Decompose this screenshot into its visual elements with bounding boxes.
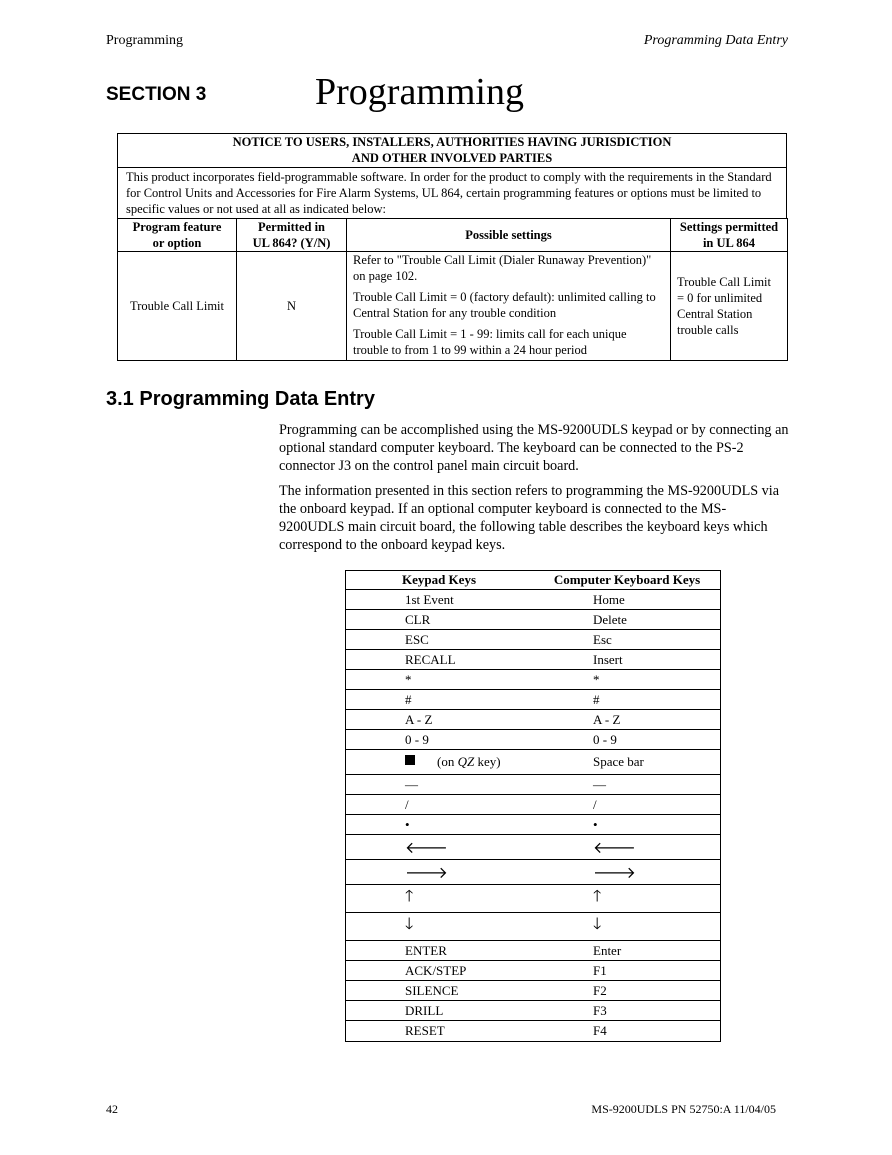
keyboard-key-label: * [593,671,600,687]
qz-key-name: QZ [457,754,475,769]
keypad-key-cell [345,690,533,710]
ul-setting-cell: Trouble Call Limit = 0 for unlimited Central Station trouble calls [671,252,788,361]
keyboard-key-label: Delete [593,611,627,627]
keyboard-key-label: F2 [593,982,607,998]
keyboard-key-cell [533,775,721,795]
setting-text: Trouble Call Limit = 1 - 99: limits call for each unique trouble to from 1 to 99 within a 24 hour period [353,327,627,357]
keypad-key-cell [345,913,533,941]
keyboard-key-cell [533,795,721,815]
keyboard-key-label: F3 [593,1002,607,1018]
col-header-permitted: Permitted in UL 864? (Y/N) [237,219,347,252]
notice-header-block [117,133,787,218]
key-mapping-row [345,730,721,750]
arrow-key-icon: 🡑 [593,886,602,905]
keyboard-key-cell [533,1021,721,1041]
keypad-key-label: SILENCE [405,982,459,998]
keypad-key-label: RECALL [405,651,456,667]
keypad-key-cell [345,775,533,795]
keyboard-key-label: F4 [593,1022,607,1038]
keyboard-key-label: — [593,776,606,792]
arrow-key-icon: 🡐 [405,838,448,857]
running-header-left: Programming [106,33,183,48]
keyboard-key-cell [533,1001,721,1021]
keypad-key-label: # [405,691,412,707]
notice-body: This product incorporates field-programmable software. In order for the product to comply with the requirements in the Standard for Control Units and Accessories for Fire Alarm Systems, UL 864, certain programming features or options must be limited to specific values or not used at all as indicated below: [126,170,772,216]
keypad-key-cell [345,860,533,885]
key-mapping-row [345,860,721,885]
keypad-key-cell [345,795,533,815]
ul-table-header-row [118,219,788,252]
keyboard-key-cell [533,961,721,981]
running-header-right: Programming Data Entry [643,33,788,48]
setting-text: Refer to "Trouble Call Limit (Dialer Runaway Prevention)" on page 102. [353,253,652,283]
keyboard-key-cell [533,670,721,690]
keypad-key-label: / [405,796,409,812]
key-mapping-row [345,961,721,981]
keypad-key-label: RESET [405,1022,445,1038]
col-header-keyboard: Computer Keyboard Keys [533,571,721,590]
keypad-key-label: 1st Event [405,591,454,607]
key-mapping-row [345,710,721,730]
keys-header-row [345,571,721,590]
key-mapping-row [345,885,721,913]
keypad-key-label: — [405,776,418,792]
keypad-key-cell [345,710,533,730]
keyboard-key-label: Enter [593,942,622,958]
keyboard-key-cell [533,630,721,650]
col-header-keypad: Keypad Keys [345,571,533,590]
keypad-key-label: DRILL [405,1002,444,1018]
keyboard-key-label: / [593,796,597,812]
arrow-key-icon: 🡑 [405,886,414,905]
keyboard-key-cell [533,913,721,941]
keypad-key-cell [345,750,533,775]
arrow-key-icon: 🡒 [405,863,448,882]
keypad-key-cell [345,650,533,670]
keyboard-key-cell [533,981,721,1001]
key-mapping-row [345,913,721,941]
keypad-key-cell [345,885,533,913]
key-mapping-row [345,590,721,610]
ul-settings-table [117,218,788,361]
body-paragraph: Programming can be accomplished using the MS-9200UDLS keypad or by connecting an optional standard computer keyboard. The keyboard can be connected to the PS-2 connector J3 on the control panel main circuit board. [279,422,789,474]
keyboard-key-cell [533,610,721,630]
keypad-key-cell [345,630,533,650]
keyboard-key-cell [533,750,721,775]
keypad-key-cell [345,730,533,750]
keypad-key-label: CLR [405,611,431,627]
keypad-key-cell [345,590,533,610]
keyboard-key-cell [533,885,721,913]
notice-title-line-2: AND OTHER INVOLVED PARTIES [351,151,553,165]
page-number: 42 [106,1102,118,1116]
keypad-key-label: • [405,816,410,832]
settings-cell [347,252,671,361]
keypad-key-label: (on QZ key) [437,754,501,769]
key-mapping-row [345,750,721,775]
keyboard-key-cell [533,860,721,885]
keypad-key-cell [345,981,533,1001]
keyboard-key-label: # [593,691,600,707]
arrow-key-icon: 🡓 [405,914,414,933]
section-title: Programming [315,71,524,113]
col-header-feature: Program feature or option [118,219,237,252]
col-header-ul: Settings permitted in UL 864 [671,219,788,252]
keypad-key-cell [345,941,533,961]
ul-notice-box [117,133,787,361]
keyboard-key-label: • [593,816,598,832]
key-mapping-row [345,690,721,710]
keypad-keyboard-table [345,570,721,1040]
keyboard-key-label: 0 - 9 [593,731,617,747]
keypad-key-cell [345,815,533,835]
key-mapping-row [345,835,721,860]
keypad-key-cell [345,670,533,690]
key-mapping-row [345,1001,721,1021]
body-paragraph: The information presented in this section refers to programming the MS-9200UDLS via the onboard keypad. If an optional computer keyboard is connected to the MS-9200UDLS main circuit board, the following table describes the keyboard keys which correspond to the onboard keypad keys. [279,483,780,553]
notice-title-line-1: NOTICE TO USERS, INSTALLERS, AUTHORITIES HAVING JURISDICTION [232,135,672,149]
key-mapping-row [345,775,721,795]
key-mapping-row [345,941,721,961]
keyboard-key-cell [533,941,721,961]
feature-cell: Trouble Call Limit [118,252,237,361]
subsection-heading: 3.1 Programming Data Entry [106,388,375,410]
keyboard-key-cell [533,835,721,860]
key-mapping-row [345,1021,721,1041]
document-reference: MS-9200UDLS PN 52750:A 11/04/05 [591,1102,776,1116]
keyboard-key-label: Home [593,591,625,607]
keyboard-key-label: Space bar [593,754,644,769]
key-mapping-row [345,630,721,650]
keypad-key-label: A - Z [405,711,433,727]
keypad-key-cell [345,835,533,860]
section-label: SECTION 3 [106,84,207,105]
keyboard-key-cell [533,815,721,835]
space-key-square-icon [405,755,415,765]
keyboard-key-label: Esc [593,631,612,647]
keyboard-key-label: Insert [593,651,623,667]
keypad-key-label: 0 - 9 [405,731,429,747]
keyboard-key-label: A - Z [593,711,621,727]
key-mapping-row [345,981,721,1001]
keyboard-key-cell [533,590,721,610]
keypad-key-cell [345,1001,533,1021]
key-mapping-row [345,610,721,630]
keypad-key-label: ACK/STEP [405,962,467,978]
keyboard-key-cell [533,710,721,730]
arrow-key-icon: 🡓 [593,914,602,933]
ul-table-row [118,252,788,361]
keypad-key-label: * [405,671,412,687]
keypad-key-cell [345,961,533,981]
keypad-key-cell [345,1021,533,1041]
keyboard-key-label: F1 [593,962,607,978]
key-mapping-row [345,670,721,690]
keyboard-key-cell [533,690,721,710]
keypad-key-label: ENTER [405,942,447,958]
keypad-key-cell [345,610,533,630]
key-mapping-row [345,815,721,835]
key-mapping-row [345,650,721,670]
key-mapping-row [345,795,721,815]
arrow-key-icon: 🡒 [593,863,636,882]
col-header-settings: Possible settings [347,219,671,252]
keyboard-key-cell [533,730,721,750]
permitted-cell: N [237,252,347,361]
arrow-key-icon: 🡐 [593,838,636,857]
notice-title [118,134,786,168]
keypad-key-label: ESC [405,631,429,647]
setting-text: Trouble Call Limit = 0 (factory default): unlimited calling to Central Station for any trouble condition [353,290,656,320]
keyboard-key-cell [533,650,721,670]
